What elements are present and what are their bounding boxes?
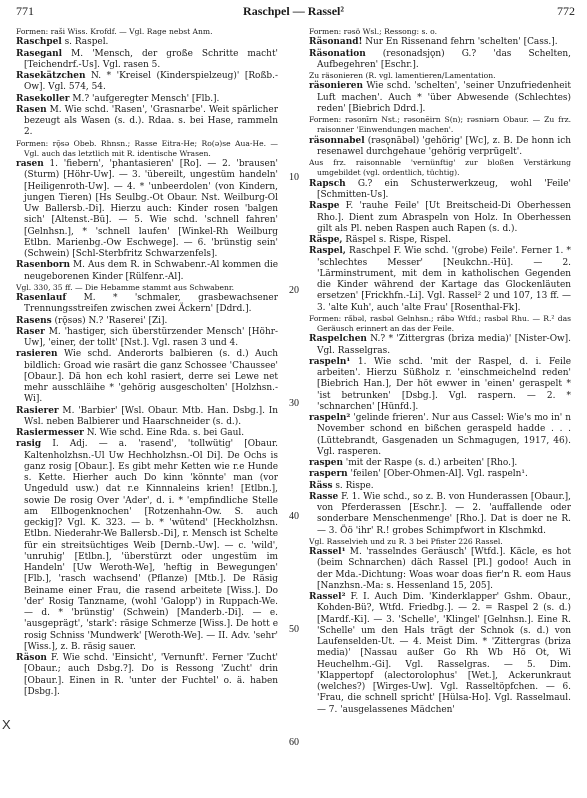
dictionary-entry: Raseganl M. 'Mensch, der große Schritte macht' [Teichendrf.-Us]. Vgl. rasen 5. (16, 48, 278, 70)
dictionary-entry: raspeln² 'gelinde frieren'. Nur aus Cassel: Wie's mo in' n November schond en bißchen geraspeld hadde . . . (Lüttebrandt, Gasgenaden un Schmagugen, 1917, 46). Vgl. rasperen. (309, 413, 571, 457)
headword: Räson (16, 653, 47, 664)
dictionary-entry: Rasenlauf M. * 'schmaler, grasbewachsener Trennungsstreifen zwischen zwei Äckern' [Ddrd.]. (16, 293, 278, 315)
headword: raspern (309, 469, 348, 480)
dictionary-entry: Räsonand! Nur En Rissenand fehrn 'schelten' [Cass.]. (309, 37, 558, 48)
headword: Rasiermesser (16, 428, 84, 439)
dictionary-entry: räsonieren Wie schd. 'schelten', 'seiner Unzufriedenheit Luft machen'. Auch * 'über Abwesende (Schlechtes) reden' [Biebrich Ddrd.]. (309, 81, 571, 114)
dictionary-entry: Rasen M. Wie schd. 'Rasen', 'Grasnarbe'. Weit spärlicher bezeugt als Wasen (s. d.). Rdaa. s. bei Hase, rammeln 2. (16, 104, 278, 138)
dictionary-entry: Raschpel s. Raspel. (16, 37, 109, 48)
headword: raspeln² (309, 413, 351, 424)
dictionary-entry: Rasekoller M.? 'aufgeregter Mensch' [Flb.]. (16, 93, 220, 104)
line-number: 60 (289, 737, 299, 748)
entry-note: Vgl. Rasselvieh und zu R. 3 bei Pfister 226 Rassel. (309, 536, 503, 546)
page-number-right: 772 (557, 4, 575, 18)
entry-note: Formen: ra̋bǝl, rasbǝl Gelnhsn.; ra̋bǝ Wtfd.; rasbǝl Rhu. — R.² das Geräusch erinnert an das der Feile. (309, 313, 571, 334)
headword: Raseganl (16, 48, 63, 59)
line-number-gutter (282, 27, 306, 795)
headword: rasieren (16, 349, 58, 360)
dictionary-entry: raspen 'mit der Raspe (s. d.) arbeiten' [Rho.]. (309, 458, 518, 469)
headword: Räss (309, 480, 333, 491)
dictionary-entry: Räspe, Räspel s. Rispe, Rispel. (309, 235, 451, 246)
headword: Rasse (309, 491, 339, 502)
page-number-left: 771 (16, 4, 34, 18)
headword: Rapsch (309, 178, 346, 189)
headword: Rassel² (309, 592, 346, 603)
dictionary-entry: Rasekätzchen N. * 'Kreisel (Kinderspielzeug)' [Roßb.-Ow]. Vgl. 574, 54. (16, 71, 278, 93)
headword: räsonieren (309, 81, 363, 92)
dictionary-entry: Rasens (rǭsəs) N.? 'Raserei' [Zi]. (16, 315, 168, 326)
headword: raspeln¹ (309, 356, 351, 367)
dictionary-entry: rasen 1. 'fiebern', 'phantasieren' [Ro]. — 2. 'brausen' (Sturm) [Höhr-Uw]. — 3. 'übereilt, ungestüm handeln' [Heiligenroth-Uw]. — 4. * 'unbeerdolen' (von Kindern, jungen Tieren) [Hs Seulbg.-Ot Obaur. Nst. Weilburg-Ol Uw Ballersb.-Di]. Hierzu auch: Kinder rosen 'balgen sich' [Altenst.-Bü]. — 5. Wie schd. 'schnell fahren' [Gelnhsn.], * 'schnell laufen' [Winkel-Rh Weilburg Etlbn. Marienbg.-Ow Eschwege]. — 6. 'brünstig sein' (Schwein) [Schl-Sterbfritz Schwarzenfels]. (16, 159, 278, 260)
headword: Raschpel (16, 37, 62, 48)
headword: Rassel¹ (309, 547, 346, 558)
dictionary-entry: Rasierer M. 'Barbier' [Wsl. Obaur. Mtb. Han. Dsbg.]. In Wsl. neben Balbierer und Haarschneider (s. d.). (16, 405, 278, 427)
entry-note: Formen: raši Wiss. Krofdf. — Vgl. Rage nebst Anm. (16, 27, 213, 36)
headword: Raspel, (309, 246, 346, 257)
dictionary-entry: Rapsch G.? ein Schusterwerkzeug, wohl 'Feile' [Schmitten-Us]. (309, 178, 571, 201)
line-number: 40 (289, 511, 299, 522)
dictionary-entry: Raspe F. 'rauhe Feile' [Ut Breitscheid-Di Oberhessen Rho.]. Dient zum Abraspeln von Holz. In Oberhessen gilt als Pl. neben Raspen auch Rapen (s. d.). (309, 201, 571, 234)
margin-mark: X (2, 717, 11, 732)
headword: rasig (16, 439, 42, 450)
headword: Räsonand! (309, 37, 363, 48)
entry-note: Zu räsonieren (R. vgl. lamentieren/Lamentation. (309, 71, 496, 81)
headword: rasen (16, 159, 44, 170)
line-number: 10 (289, 172, 299, 183)
entry-note: Formen: rǭsə Obeb. Rhnsn.; Rasse Eitra-He; Ro(ə)se Aua-He. — Vgl. auch das letztlich mit R. identische Wrasen. (16, 138, 278, 158)
dictionary-entry: rasig I. Adj. — a. 'rasend', 'tollwütig' [Obaur. Kaltenholzhsn.-Ul Uw Hechholzhsn.-Ol Di]. De Ochs is ganz rosig [Obaur.]. Es gibt mehr Ketten wie r.e Hunde s. Kette. Hierher auch Do kinn 'könnte' man (vor Ungeduld usw.) dat r.e Kinnnaleins krien! [Etlbn.], sowie De rosig Over 'Ader', d. i. * 'empfindliche Stelle am Ellbogenknochen' [Rotzenhahn-Ow. S. auch geckig]? Vgl. K. 323. — b. * 'wütend' [Heckholzhsn. Etlbn. Niederahr-We Ballersb.-Di], r. Mensch ist Schelte für ein streitsüchtiges Weib [Dernb.-Uw]. — c. 'wild', 'unruhig' [Etlbn.], 'überstürzt oder ungestüm im Handeln' [Uw Weroth-We], 'heftig in Bewegungen' [Flb.], 'rasch wachsend' (Pflanze) [Mtb.]. De Räsig Beiname einer Frau, die rasend arbeitete [Wiss.]. Do 'der' Rosig Tanzname, (wohl 'Galopp') in Ruppach-We. — d. * 'brünstig' (Schwein) [Manderb.-Di]. — e. 'ausgeprägt', 'stark': räsige Schmerze [Wiss.]. De hott e rosig Schniss 'Mundwerk' [Weroth-We]. — II. Adv. 'sehr' [Wiss.], z. B. räsig sauer. (16, 439, 278, 652)
dictionary-entry: Rasenborn M. Aus dem R. in Schwabenr.-Al kommen die neugeborenen Kinder [Rülfenr.-Al]. (16, 260, 278, 282)
running-title: Raschpel — Rassel² (243, 4, 344, 18)
entry-note: Vgl. 330, 35 ff. — Die Hebamme stammt aus Schwabenr. (16, 282, 235, 292)
headword: Raspelchen (309, 334, 367, 345)
headword: Rasenlauf (16, 293, 67, 304)
headword: Rasen (16, 104, 47, 115)
dictionary-entry: Rasiermesser N. Wie schd. Eine Rda. s. bei Gaul. (16, 428, 245, 439)
entry-note: Formen: rǝsonīrn Nst.; rǝsonēirn S(n); rǝsniǝrn Obaur. — Zu frz. raisonner 'Einwendungen machen'. (309, 115, 571, 135)
headword: Rasekoller (16, 93, 70, 104)
headword: Raspe (309, 201, 340, 212)
dictionary-entry: Rassel¹ M. 'rasselndes Geräusch' [Wtfd.]. Käcle, es hot (beim Schnarchen) däch Rassel [Pl.] godoo! Auch in der Mda.-Dichtung: Woas woar doas fier'n R. eom Haus [Nanzhsn.-Ma: s. Hessenland 15, 205]. (309, 547, 571, 591)
right-column (309, 27, 571, 795)
line-number: 50 (289, 624, 299, 635)
dictionary-entry: Räson F. Wie schd. 'Einsicht', 'Vernunft'. Ferner 'Zucht' [Obaur.; auch Dsbg.?]. Do is Ressong 'Zucht' drin [Obaur.]. Einen in R. 'unter der Fuchtel' o. ä. haben [Dsbg.]. (16, 653, 278, 697)
entry-note: Aus frz. raisonnable 'vernünftig' zur bloßen Verstärkung umgebildet (vgl. ordentlich, tüchtig). (309, 158, 571, 178)
dictionary-entry: Rassel² F. I. Auch Dim. 'Kinderklapper' Gshm. Obaur., Kohden-Bü?, Wtfd. Friedbg.]. — 2. = Raspel 2 (s. d.) [Mardf.-Ki]. — 3. 'Schelle', 'Klingel' [Gelnhsn.]. Eine R. 'Schelle' um den Hals trägt der Schnok (s. d.) von Laufenselden-Ut. — 4. Meist Dim. * 'Zittergras (briza media)' [Nassau außer Go Rh Wb Hö Ot, Wi Heuchelhm.-Gi]. Vgl. Rasselgras. — 5. Dim. 'Klappertopf (alectorolophus' [Wet.], Ackerunkraut (welches?) [Wirges-Uw]. Vgl. Rasseltöpfchen. — 6. 'Frau, die schnell spricht' [Hülsa-Ho]. Vgl. Rasselmaul. — 7. 'ausgelassenes Mädchen' (309, 592, 571, 715)
dictionary-entry: Räsonation (resonadsjǫn) G.? 'das Schelten, Aufbegehren' [Eschr.]. (309, 48, 571, 70)
dictionary-entry: Raser M. 'hastiger, sich überstürzender Mensch' [Höhr-Uw], 'einer, der tollt' [Nst.]. Vgl. rasen 3 und 4. (16, 326, 278, 349)
dictionary-entry: rasieren Wie schd. Anderorts balbieren (s. d.) Auch bildlich: Groad wie rasärt die ganz Schossee 'Chaussee' [Obaur.]. Dä hon ech kohl rasiert, derre sei Lewe net mehr ausschläihe * 'gehörig ausgescholten' [Holzhsn.-Wi]. (16, 349, 278, 405)
dictionary-entry: Rasse F. 1. Wie schd., so z. B. von Hunderassen [Obaur.], von Pferderassen [Eschr.]. — 2. 'auffallende oder sonderbare Menschenmenge' [Rho.]. Dat is doer ne R. — 3. Öö 'ihr' R.! grobes Schimpfwort in Klschmkd. (309, 491, 571, 536)
headword: Rasens (16, 315, 52, 326)
headword: Räsonation (309, 48, 366, 59)
headword: Rasierer (16, 405, 59, 416)
dictionary-entry: Raspelchen N.? * 'Zittergras (briza media)' [Nister-Ow]. Vgl. Rasselgras. (309, 334, 571, 356)
page-header (0, 4, 587, 22)
line-number: 20 (289, 285, 299, 296)
headword: Rasekätzchen (16, 71, 86, 82)
headword: raspen (309, 458, 343, 469)
headword: Raser (16, 326, 45, 337)
headword: räsonnabel (309, 135, 365, 146)
headword: Rasenborn (16, 260, 71, 271)
dictionary-entry: raspern 'feilen' [Ober-Ohmen-Al]. Vgl. raspeln¹. (309, 469, 528, 480)
dictionary-entry: Raspel, Raschpel F. Wie schd. '(grobe) Feile'. Ferner 1. * 'schlechtes Messer' [Neukchn.-Hü]. — 2. 'Lärminstrument, mit dem in katholischen Gegenden die Kinder während der Kartage das Glockenläuten ersetzen' [Frickhfn.-Li]. Vgl. Rassel² 2 und 107, 13 ff. — 3. 'alte Kuh', auch 'alte Frau' [Rosenthal-Fk]. (309, 246, 571, 313)
dictionary-entry: räsonnabel (rǝsǫnābǝl) 'gehörig' [Wc], z. B. De honn ich resenawel durchgehaue 'gehörig verprügelt'. (309, 135, 571, 157)
entry-note: Formen: rǝsö Wsl.; Ressong: s. o. (309, 27, 438, 36)
dictionary-entry: raspeln¹ 1. Wie schd. 'mit der Raspel, d. i. Feile arbeiten'. Hierzu Süßholz r. 'einschmeichelnd reden' [Biebrich Han.], Der höt ewwer in 'einen' geraspelt * 'ist betrunken' [Dsbg.]. Vgl. raspern. — 2. * 'schnarchen' [Hünfd.]. (309, 356, 571, 412)
headword: Räspe, (309, 235, 343, 246)
line-number: 30 (289, 398, 299, 409)
left-column (16, 27, 278, 795)
dictionary-entry: Räss s. Rispe. (309, 480, 374, 491)
